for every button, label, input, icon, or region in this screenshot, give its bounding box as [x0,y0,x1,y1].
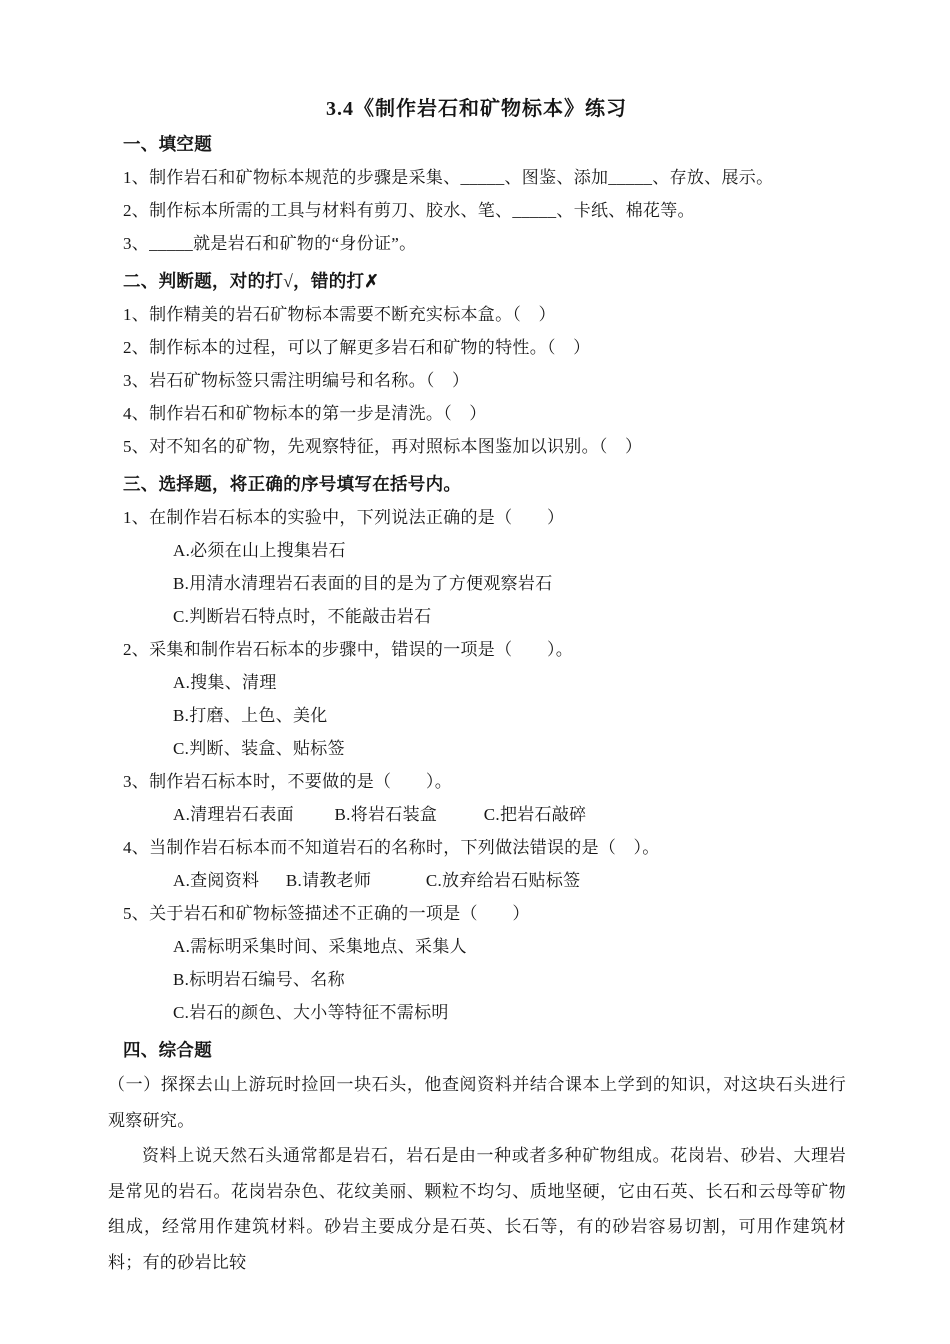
choice-q2-stem: 2、采集和制作岩石标本的步骤中，错误的一项是（ ）。 [123,640,574,659]
true-false-q5: 5、对不知名的矿物，先观察特征，再对照标本图鉴加以识别。（ ） [123,437,643,456]
choice-q4-options-row [173,864,846,897]
choice-q1-option-b: B.用清水清理岩石表面的目的是为了方便观察岩石 [173,574,553,593]
scenario-paragraph: （一）探探去山上游玩时捡回一块石头，他查阅资料并结合课本上学到的知识，对这块石头进行观察研究。 [108,1075,846,1130]
choice-q4-stem: 4、当制作岩石标本而不知道岩石的名称时，下列做法错误的是（ ）。 [123,838,660,857]
fill-blank-q1: 1、制作岩石和矿物标本规范的步骤是采集、_____、图鉴、添加_____、存放、展示。 [123,168,774,187]
choice-q1-option-a: A.必须在山上搜集岩石 [173,541,346,560]
choice-q1-stem: 1、在制作岩石标本的实验中，下列说法正确的是（ ） [123,508,565,527]
reference-paragraph: 资料上说天然石头通常都是岩石，岩石是由一种或者多种矿物组成。花岗岩、砂岩、大理岩是常见的岩石。花岗岩杂色、花纹美丽、颗粒不均匀、质地坚硬，它由石英、长石和云母等矿物组成，经常用作建筑材料。砂岩主要成分是石英、长石等，有的砂岩容易切割，可用作建筑材料；有的砂岩比较 [108,1146,846,1272]
section-2-heading: 二、判断题，对的打√，错的打✗ [123,271,380,291]
choice-q3-option-a: A.清理岩石表面 [173,805,294,824]
section-1-heading: 一、填空题 [123,134,212,154]
choice-q5-option-c: C.岩石的颜色、大小等特征不需标明 [173,1003,449,1022]
choice-q5-stem: 5、关于岩石和矿物标签描述不正确的一项是（ ） [123,904,530,923]
choice-q2-option-a: A.搜集、清理 [173,673,277,692]
choice-q1-option-c: C.判断岩石特点时，不能敲击岩石 [173,607,432,626]
choice-q3-stem: 3、制作岩石标本时，不要做的是（ ）。 [123,772,452,791]
choice-q3-option-c: C.把岩石敲碎 [483,805,587,824]
choice-q4-option-c: C.放弃给岩石贴标签 [425,871,581,890]
section-4-heading: 四、综合题 [123,1040,212,1060]
choice-q5-option-a: A.需标明采集时间、采集地点、采集人 [173,937,467,956]
choice-q4-option-a: A.查阅资料 [173,871,260,890]
section-3-heading: 三、选择题，将正确的序号填写在括号内。 [123,474,462,494]
true-false-q2: 2、制作标本的过程，可以了解更多岩石和矿物的特性。（ ） [123,338,591,357]
true-false-q3: 3、岩石矿物标签只需注明编号和名称。（ ） [123,371,470,390]
choice-q2-option-c: C.判断、装盒、贴标签 [173,739,345,758]
true-false-q1: 1、制作精美的岩石矿物标本需要不断充实标本盒。（ ） [123,305,556,324]
choice-q3-option-b: B.将岩石装盒 [334,805,438,824]
choice-q5-option-b: B.标明岩石编号、名称 [173,970,345,989]
choice-q4-option-b: B.请教老师 [285,871,372,890]
true-false-q4: 4、制作岩石和矿物标本的第一步是清洗。（ ） [123,404,487,423]
fill-blank-q3: 3、_____就是岩石和矿物的“身份证”。 [123,234,417,253]
choice-q2-option-b: B.打磨、上色、美化 [173,706,328,725]
choice-q3-options-row [173,798,846,831]
fill-blank-q2: 2、制作标本所需的工具与材料有剪刀、胶水、笔、_____、卡纸、棉花等。 [123,201,695,220]
page-title: 3.4《制作岩石和矿物标本》练习 [326,98,627,120]
